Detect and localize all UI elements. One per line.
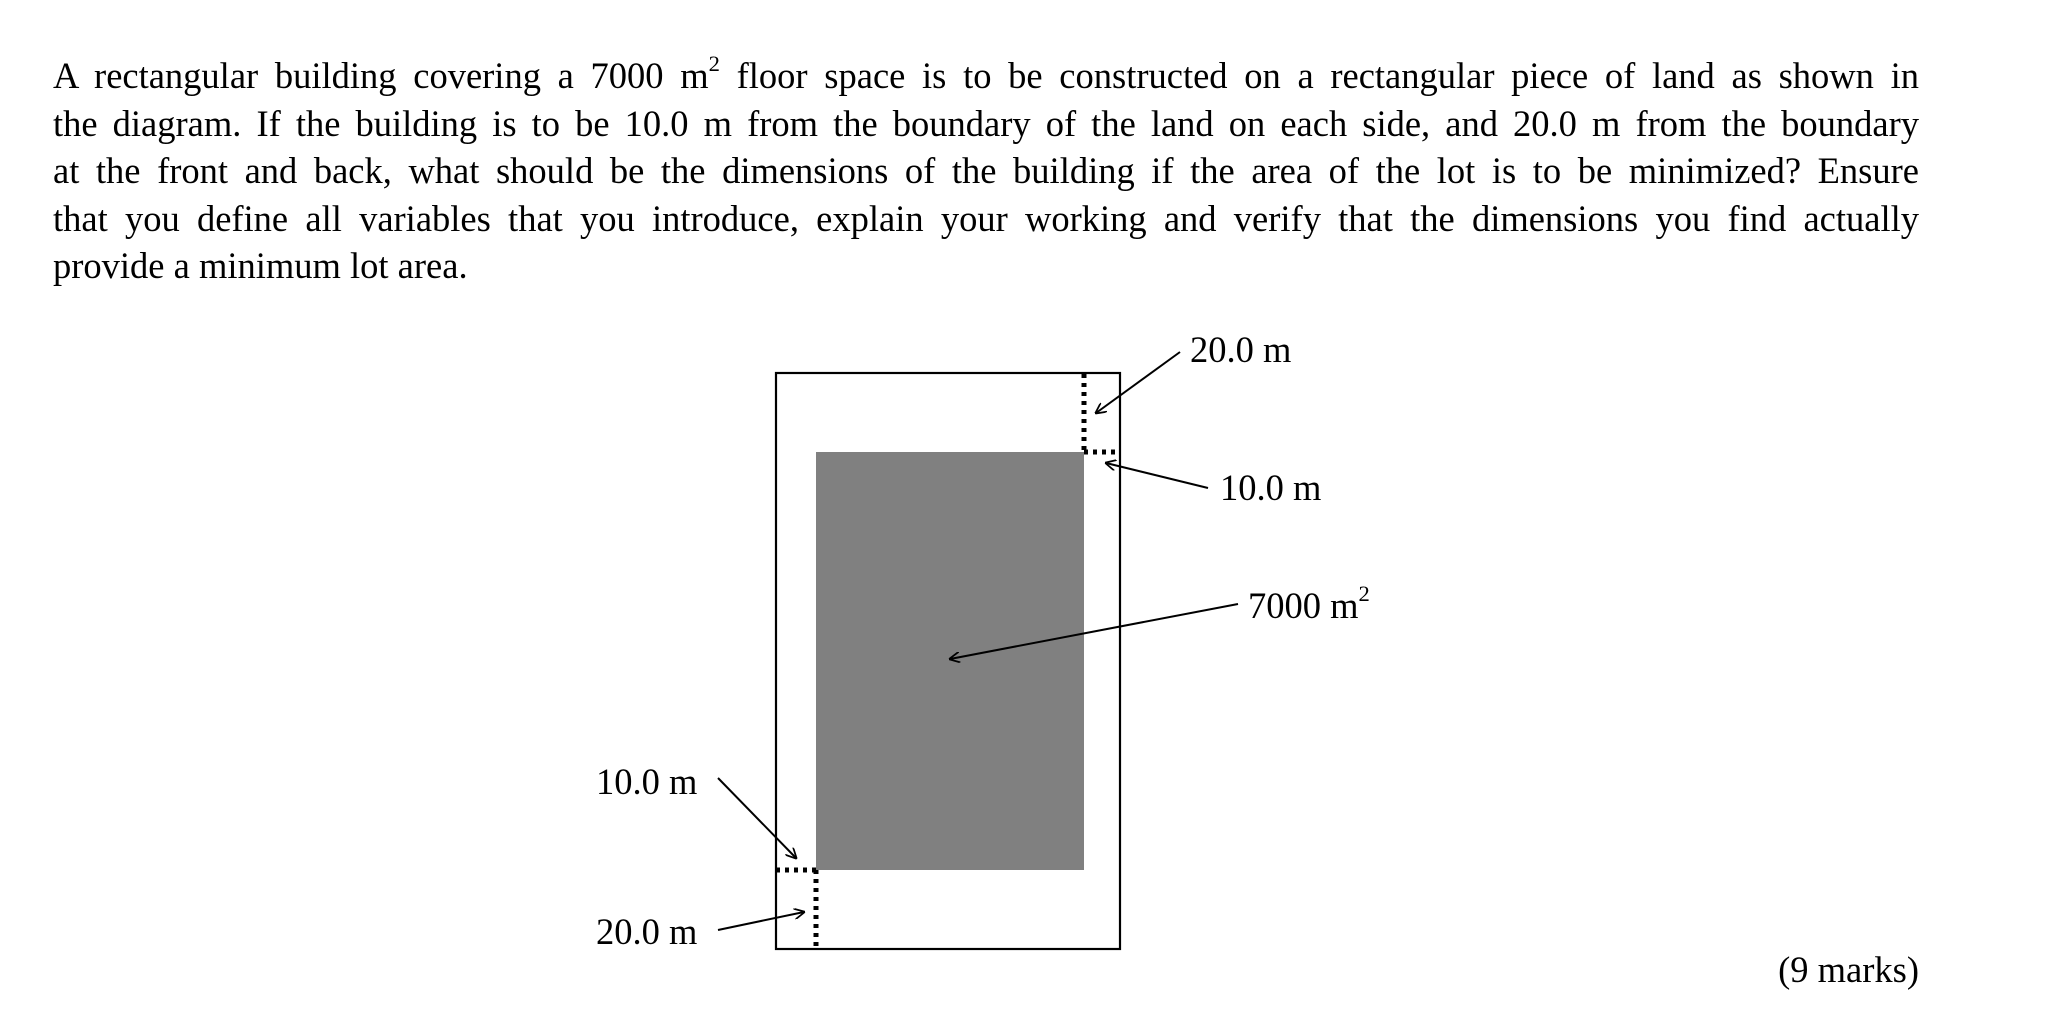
arrow-bottom-side xyxy=(718,778,796,858)
label-area xyxy=(1248,580,1370,626)
question-line-5: provide a minimum lot area. xyxy=(53,245,468,286)
label-bottom-side: 10.0 m xyxy=(596,761,698,802)
arrow-bottom-front xyxy=(718,912,804,930)
question-line-2: the diagram. If the building is to be 10.0 m from the boundary of the land on each side, and 20.0 m from the boundary xyxy=(53,102,1919,144)
label-area-superscript: 2 xyxy=(1358,580,1370,606)
arrow-top-front xyxy=(1096,352,1180,413)
question-line-3: at the front and back, what should be the dimensions of the building if the area of the lot is to be minimized? Ensure xyxy=(53,150,1919,191)
question-line-1-text: A rectangular building covering a 7000 m xyxy=(53,55,709,96)
label-top-side: 10.0 m xyxy=(1220,467,1322,508)
building xyxy=(816,452,1084,870)
label-top-front: 20.0 m xyxy=(1190,329,1292,370)
label-bottom-front: 20.0 m xyxy=(596,911,698,952)
arrow-top-side xyxy=(1106,463,1208,488)
marks-allocation: (9 marks) xyxy=(1778,949,1919,990)
area-superscript: 2 xyxy=(708,50,720,76)
label-area-text: 7000 m xyxy=(1248,585,1359,626)
question-line-1b-text: floor space is to be constructed on a rectangular piece of land as shown in xyxy=(736,55,1919,96)
question-line-4: that you define all variables that you introduce, explain your working and verify that the dimensions you find actually xyxy=(53,197,1919,239)
